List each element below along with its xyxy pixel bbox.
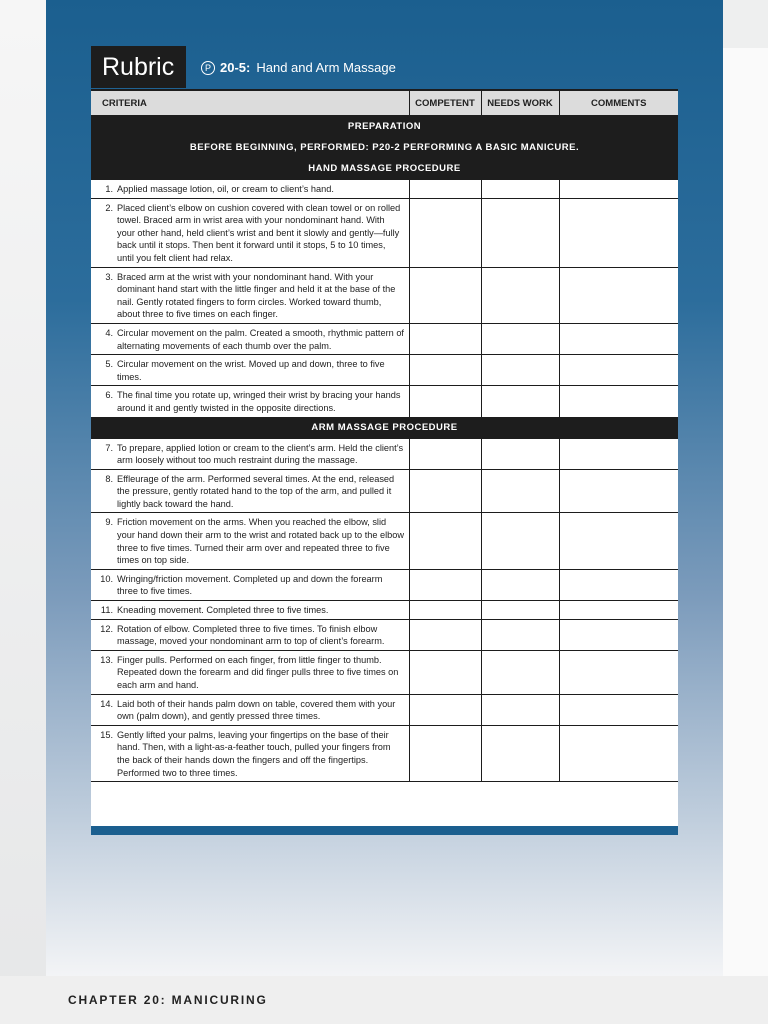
criteria-cell (91, 650, 409, 694)
criteria-cell (91, 267, 409, 323)
needs-work-cell[interactable] (481, 469, 559, 513)
comments-cell[interactable] (559, 513, 678, 569)
needs-work-cell[interactable] (481, 650, 559, 694)
criteria-cell (91, 725, 409, 781)
criteria-cell (91, 198, 409, 267)
section-hand-massage: HAND MASSAGE PROCEDURE (91, 159, 678, 180)
item-number: 10. (100, 573, 113, 584)
item-text: The final time you rotate up, wringed their wrist by bracing your hands around it and gently twisted in the opposite directions. (117, 390, 401, 413)
item-text: Applied massage lotion, oil, or cream to client’s hand. (117, 184, 334, 194)
needs-work-cell[interactable] (481, 569, 559, 600)
criteria-cell (91, 569, 409, 600)
section-header (91, 417, 678, 438)
section-header (91, 138, 678, 159)
table-row (91, 725, 678, 781)
table-row (91, 469, 678, 513)
competent-cell[interactable] (409, 469, 481, 513)
needs-work-cell[interactable] (481, 355, 559, 386)
item-number: 7. (105, 442, 113, 453)
section-header (91, 116, 678, 138)
comments-cell[interactable] (559, 180, 678, 199)
table-row (91, 513, 678, 569)
item-text: Kneading movement. Completed three to five times. (117, 605, 329, 616)
section-before-beginning: BEFORE BEGINNING, PERFORMED: P20-2 PERFORMING A BASIC MANICURE. (91, 138, 678, 159)
competent-cell[interactable] (409, 386, 481, 417)
item-text: Gently lifted your palms, leaving your fingertips on the base of their hand. Then, with a light-as-a-feather touch, pulled your fingers from the back of their hands down the fingers and off the fingertips. Performed two to three times. (117, 729, 391, 778)
comments-cell[interactable] (559, 601, 678, 620)
comments-cell[interactable] (559, 198, 678, 267)
item-text: Effleurage of the arm. Performed several times. At the end, released the pressure, gently rotated hand to the top of the arm, and pulled it lightly back toward the hand. (117, 473, 395, 509)
item-number: 11. (100, 605, 113, 616)
comments-cell[interactable] (559, 619, 678, 650)
item-number: 13. (100, 654, 113, 665)
column-needs-work: NEEDS WORK (481, 91, 559, 116)
item-number: 2. (105, 202, 113, 213)
competent-cell[interactable] (409, 601, 481, 620)
item-text: Friction movement on the arms. When you reached the elbow, slid your hand down their arm to the wrist and rotated back up to the elbow three to five times. Turned their arm over and repeated three to five times on top side. (117, 517, 405, 566)
competent-cell[interactable] (409, 694, 481, 725)
comments-cell[interactable] (559, 694, 678, 725)
item-number: 14. (100, 698, 113, 709)
table-row (91, 619, 678, 650)
needs-work-cell[interactable] (481, 601, 559, 620)
competent-cell[interactable] (409, 650, 481, 694)
procedure-heading (201, 60, 396, 75)
competent-cell[interactable] (409, 180, 481, 199)
criteria-cell (91, 438, 409, 469)
needs-work-cell[interactable] (481, 513, 559, 569)
criteria-cell (91, 180, 409, 199)
page-margin-right (723, 48, 768, 978)
criteria-cell (91, 323, 409, 354)
table-row (91, 180, 678, 199)
competent-cell[interactable] (409, 725, 481, 781)
comments-cell[interactable] (559, 267, 678, 323)
section-arm-massage: ARM MASSAGE PROCEDURE (91, 417, 678, 438)
needs-work-cell[interactable] (481, 619, 559, 650)
item-number: 4. (105, 327, 113, 338)
item-text: Finger pulls. Performed on each finger, from little finger to thumb. Repeated down the forearm and did finger pulls three to five times on each arm and hand. (117, 654, 399, 690)
table-row (91, 569, 678, 600)
column-comments: COMMENTS (559, 91, 678, 116)
item-number: 9. (105, 517, 113, 528)
needs-work-cell[interactable] (481, 198, 559, 267)
competent-cell[interactable] (409, 569, 481, 600)
column-criteria: CRITERIA (91, 91, 409, 116)
table-row (91, 323, 678, 354)
criteria-cell (91, 513, 409, 569)
comments-cell[interactable] (559, 386, 678, 417)
table-row (91, 694, 678, 725)
section-preparation: PREPARATION (91, 116, 678, 138)
item-number: 1. (105, 184, 113, 194)
competent-cell[interactable] (409, 267, 481, 323)
item-text: Circular movement on the palm. Created a smooth, rhythmic pattern of alternating movements of each thumb over the palm. (117, 327, 404, 351)
item-text: Rotation of elbow. Completed three to five times. To finish elbow massage, moved your nondominant arm to top of client’s forearm. (117, 623, 385, 647)
needs-work-cell[interactable] (481, 180, 559, 199)
needs-work-cell[interactable] (481, 725, 559, 781)
competent-cell[interactable] (409, 323, 481, 354)
item-number: 12. (100, 623, 113, 634)
comments-cell[interactable] (559, 438, 678, 469)
criteria-cell (91, 619, 409, 650)
needs-work-cell[interactable] (481, 694, 559, 725)
section-header (91, 159, 678, 180)
needs-work-cell[interactable] (481, 386, 559, 417)
chapter-footer: CHAPTER 20: MANICURING (68, 993, 268, 1007)
comments-cell[interactable] (559, 469, 678, 513)
table-header-row (91, 91, 678, 116)
item-text: Braced arm at the wrist with your nondominant hand. With your dominant hand start with the little finger and held it at the base of the nail. Gently rotated fingers to form circles. Worked toward thumb, about three to five times on each finger. (117, 271, 396, 320)
item-text: Placed client’s elbow on cushion covered with clean towel or on rolled towel. Braced arm in wrist area with your nondominant hand. With your other hand, held client’s wrist and bent it slowly and gently—fully back until it stops. Then bent it forward until it stops, 5 to 10 times, until you felt client had relax. (117, 202, 401, 263)
table-row (91, 198, 678, 267)
criteria-cell (91, 601, 409, 620)
comments-cell[interactable] (559, 650, 678, 694)
needs-work-cell[interactable] (481, 438, 559, 469)
criteria-cell (91, 469, 409, 513)
item-number: 15. (100, 729, 113, 740)
table-bottom-bar (91, 826, 678, 835)
procedure-icon: P (201, 61, 215, 75)
table-row (91, 355, 678, 386)
item-text: Circular movement on the wrist. Moved up and down, three to five times. (117, 359, 385, 382)
comments-cell[interactable] (559, 569, 678, 600)
item-number: 3. (105, 271, 113, 282)
comments-cell[interactable] (559, 725, 678, 781)
item-text: Laid both of their hands palm down on table, covered them with your own (palm down), and gently pressed three times. (117, 698, 396, 722)
table-row (91, 650, 678, 694)
comments-cell[interactable] (559, 355, 678, 386)
competent-cell[interactable] (409, 619, 481, 650)
table-row (91, 267, 678, 323)
criteria-cell (91, 694, 409, 725)
rubric-tab: Rubric (91, 46, 186, 88)
competent-cell[interactable] (409, 513, 481, 569)
procedure-code: 20-5: (220, 60, 251, 75)
table-row (91, 438, 678, 469)
item-number: 5. (105, 359, 113, 370)
page-margin-left (0, 0, 46, 1024)
competent-cell[interactable] (409, 198, 481, 267)
item-number: 8. (105, 473, 113, 484)
needs-work-cell[interactable] (481, 267, 559, 323)
item-text: Wringing/friction movement. Completed up and down the forearm three to five times. (117, 573, 383, 597)
needs-work-cell[interactable] (481, 323, 559, 354)
criteria-cell (91, 386, 409, 417)
item-text: To prepare, applied lotion or cream to the client’s arm. Held the client’s arm loosely without too much restraint during the massage. (117, 442, 404, 466)
comments-cell[interactable] (559, 323, 678, 354)
competent-cell[interactable] (409, 355, 481, 386)
item-number: 6. (105, 390, 113, 401)
column-competent: COMPETENT (409, 91, 481, 116)
procedure-title: Hand and Arm Massage (256, 60, 396, 75)
table-row (91, 386, 678, 417)
table-row (91, 601, 678, 620)
criteria-cell (91, 355, 409, 386)
rubric-table (91, 89, 678, 835)
competent-cell[interactable] (409, 438, 481, 469)
